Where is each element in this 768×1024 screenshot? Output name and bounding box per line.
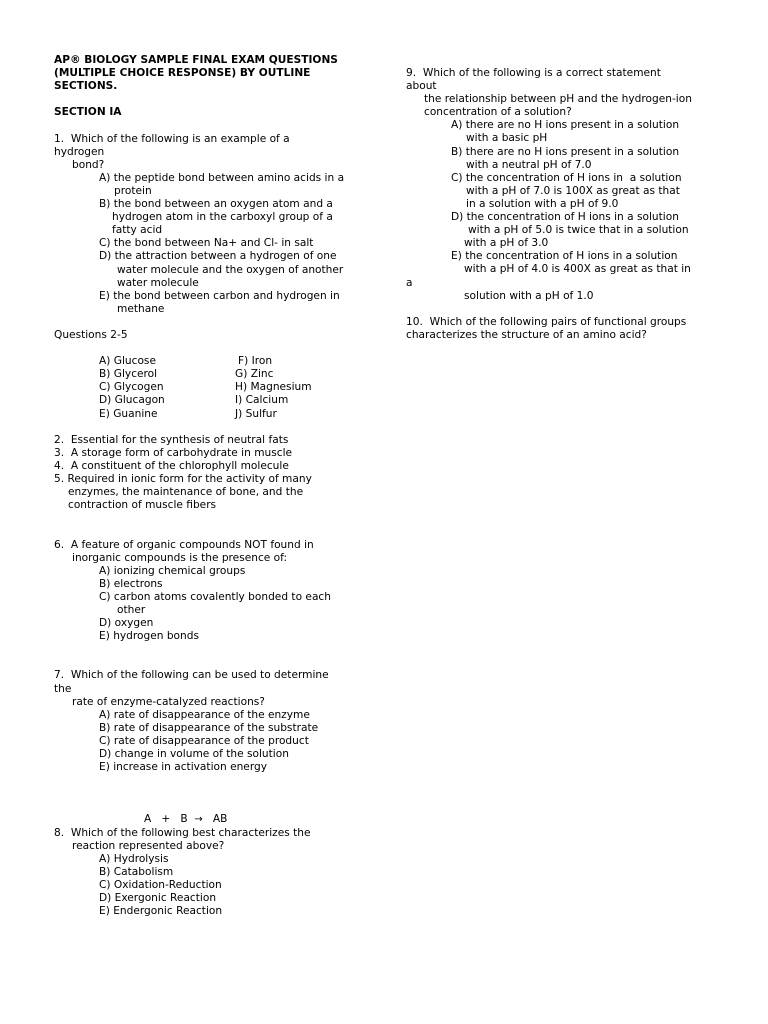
option-d-cont: with a pH of 5.0 is twice that in a solution <box>468 224 689 237</box>
question-stem: 7. Which of the following can be used to determine <box>54 669 329 682</box>
reactant-a: A <box>144 813 152 826</box>
question-item: 5. Required in ionic form for the activity of many <box>54 473 312 486</box>
question-8 <box>54 813 374 918</box>
question-item: 2. Essential for the synthesis of neutral fats <box>54 433 289 446</box>
question-stem: 9. Which of the following is a correct statement <box>406 67 661 79</box>
question-item-cont: contraction of muscle fibers <box>68 499 217 512</box>
option-e: E) the concentration of H ions in a solution <box>451 250 678 263</box>
option-e-cont: solution with a pH of 1.0 <box>464 289 594 302</box>
choice-item: I) Calcium <box>235 394 289 407</box>
option-b: B) rate of disappearance of the substrate <box>99 721 319 734</box>
option-d: D) the concentration of H ions in a solution <box>451 211 679 224</box>
question-item: 3. A storage form of carbohydrate in muscle <box>54 446 293 459</box>
choice-item: B) Glycerol <box>99 368 158 381</box>
option-c: C) rate of disappearance of the product <box>99 734 309 747</box>
option-a-cont: with a basic pH <box>466 132 548 145</box>
question-stem: inorganic compounds is the presence of: <box>72 551 288 564</box>
questions-2-5 <box>54 329 374 512</box>
option-d: D) oxygen <box>99 617 154 630</box>
question-1 <box>54 133 374 316</box>
question-stem: concentration of a solution? <box>424 106 572 119</box>
title-line: SECTIONS. <box>54 80 118 93</box>
option-b: B) Catabolism <box>99 865 174 878</box>
option-a: A) rate of disappearance of the enzyme <box>99 708 310 721</box>
option-c-cont: other <box>117 603 146 616</box>
right-column <box>406 67 726 342</box>
title-line: (MULTIPLE CHOICE RESPONSE) BY OUTLINE <box>54 67 311 80</box>
question-stem: the <box>54 682 72 695</box>
option-a: A) ionizing chemical groups <box>99 564 246 577</box>
section-heading: SECTION IA <box>54 106 122 119</box>
option-e-cont: methane <box>117 302 165 315</box>
left-column <box>54 54 374 918</box>
title-line: AP® BIOLOGY SAMPLE FINAL EXAM QUESTIONS <box>54 54 338 66</box>
option-d: D) the attraction between a hydrogen of one <box>99 250 337 263</box>
question-stem: hydrogen <box>54 145 105 158</box>
question-item: 4. A constituent of the chlorophyll molecule <box>54 459 289 472</box>
option-e: E) increase in activation energy <box>99 761 267 774</box>
question-6 <box>54 539 374 644</box>
choice-item: H) Magnesium <box>235 381 312 394</box>
option-c: C) carbon atoms covalently bonded to each <box>99 590 331 603</box>
option-d: D) Exergonic Reaction <box>99 892 217 905</box>
option-a: A) Hydrolysis <box>99 852 169 865</box>
plus-sign: + <box>161 813 171 826</box>
question-stem: 10. Which of the following pairs of functional groups <box>406 315 687 328</box>
question-7 <box>54 669 374 774</box>
choice-item: J) Sulfur <box>235 407 277 420</box>
reactant-b: B <box>180 813 188 826</box>
question-stem: characterizes the structure of an amino acid? <box>406 328 647 341</box>
option-c: C) Oxidation-Reduction <box>99 878 222 891</box>
question-9 <box>406 67 726 303</box>
choice-item: A) Glucose <box>99 355 156 368</box>
question-stem: the relationship between pH and the hydrogen-ion <box>424 93 692 106</box>
choice-item: C) Glycogen <box>99 381 164 394</box>
option-b: B) there are no H ions present in a solution <box>451 145 680 158</box>
exam-title <box>54 54 374 93</box>
option-d-cont: with a pH of 3.0 <box>464 237 549 250</box>
question-stem: about <box>406 80 437 93</box>
choice-item: G) Zinc <box>235 368 274 381</box>
option-e: E) the bond between carbon and hydrogen in <box>99 289 340 302</box>
option-d-cont: water molecule <box>117 276 199 289</box>
option-c: C) the bond between Na+ and Cl- in salt <box>99 237 314 250</box>
option-b-cont: with a neutral pH of 7.0 <box>466 158 592 171</box>
question-stem: reaction represented above? <box>72 839 225 852</box>
option-b-cont: hydrogen atom in the carboxyl group of a <box>112 211 333 224</box>
option-a: A) the peptide bond between amino acids in a <box>99 171 345 184</box>
option-a: A) there are no H ions present in a solution <box>451 119 680 132</box>
option-d: D) change in volume of the solution <box>99 748 289 760</box>
option-e: E) Endergonic Reaction <box>99 905 223 918</box>
reaction-equation <box>54 813 374 826</box>
question-stem: 8. Which of the following best characterizes the <box>54 826 311 839</box>
question-stem: bond? <box>72 158 105 171</box>
option-e-cont: a <box>406 276 413 289</box>
option-d-cont: water molecule and the oxygen of another <box>117 263 344 276</box>
arrow-right-icon: → <box>194 814 203 826</box>
option-b: B) the bond between an oxygen atom and a <box>99 198 333 211</box>
questions-heading: Questions 2-5 <box>54 328 128 341</box>
option-c-cont: with a pH of 7.0 is 100X as great as that <box>466 184 680 197</box>
choice-item: E) Guanine <box>99 407 158 420</box>
question-item-cont: enzymes, the maintenance of bone, and the <box>68 486 304 499</box>
option-a-cont: protein <box>114 184 152 197</box>
question-stem: 6. A feature of organic compounds NOT found in <box>54 538 314 551</box>
product-ab: AB <box>212 813 228 826</box>
question-10 <box>406 316 726 342</box>
choice-item: D) Glucagon <box>99 394 165 407</box>
question-stem: 1. Which of the following is an example of a <box>54 132 290 145</box>
question-stem: rate of enzyme-catalyzed reactions? <box>72 695 265 708</box>
choice-item: F) Iron <box>238 355 273 368</box>
option-c: C) the concentration of H ions in a solution <box>451 171 682 184</box>
option-e: E) hydrogen bonds <box>99 630 199 643</box>
choice-grid <box>54 355 374 421</box>
option-e-cont: with a pH of 4.0 is 400X as great as that in <box>464 263 691 276</box>
option-b: B) electrons <box>99 577 163 590</box>
option-c-cont: in a solution with a pH of 9.0 <box>466 197 619 210</box>
option-b-cont: fatty acid <box>112 224 163 237</box>
